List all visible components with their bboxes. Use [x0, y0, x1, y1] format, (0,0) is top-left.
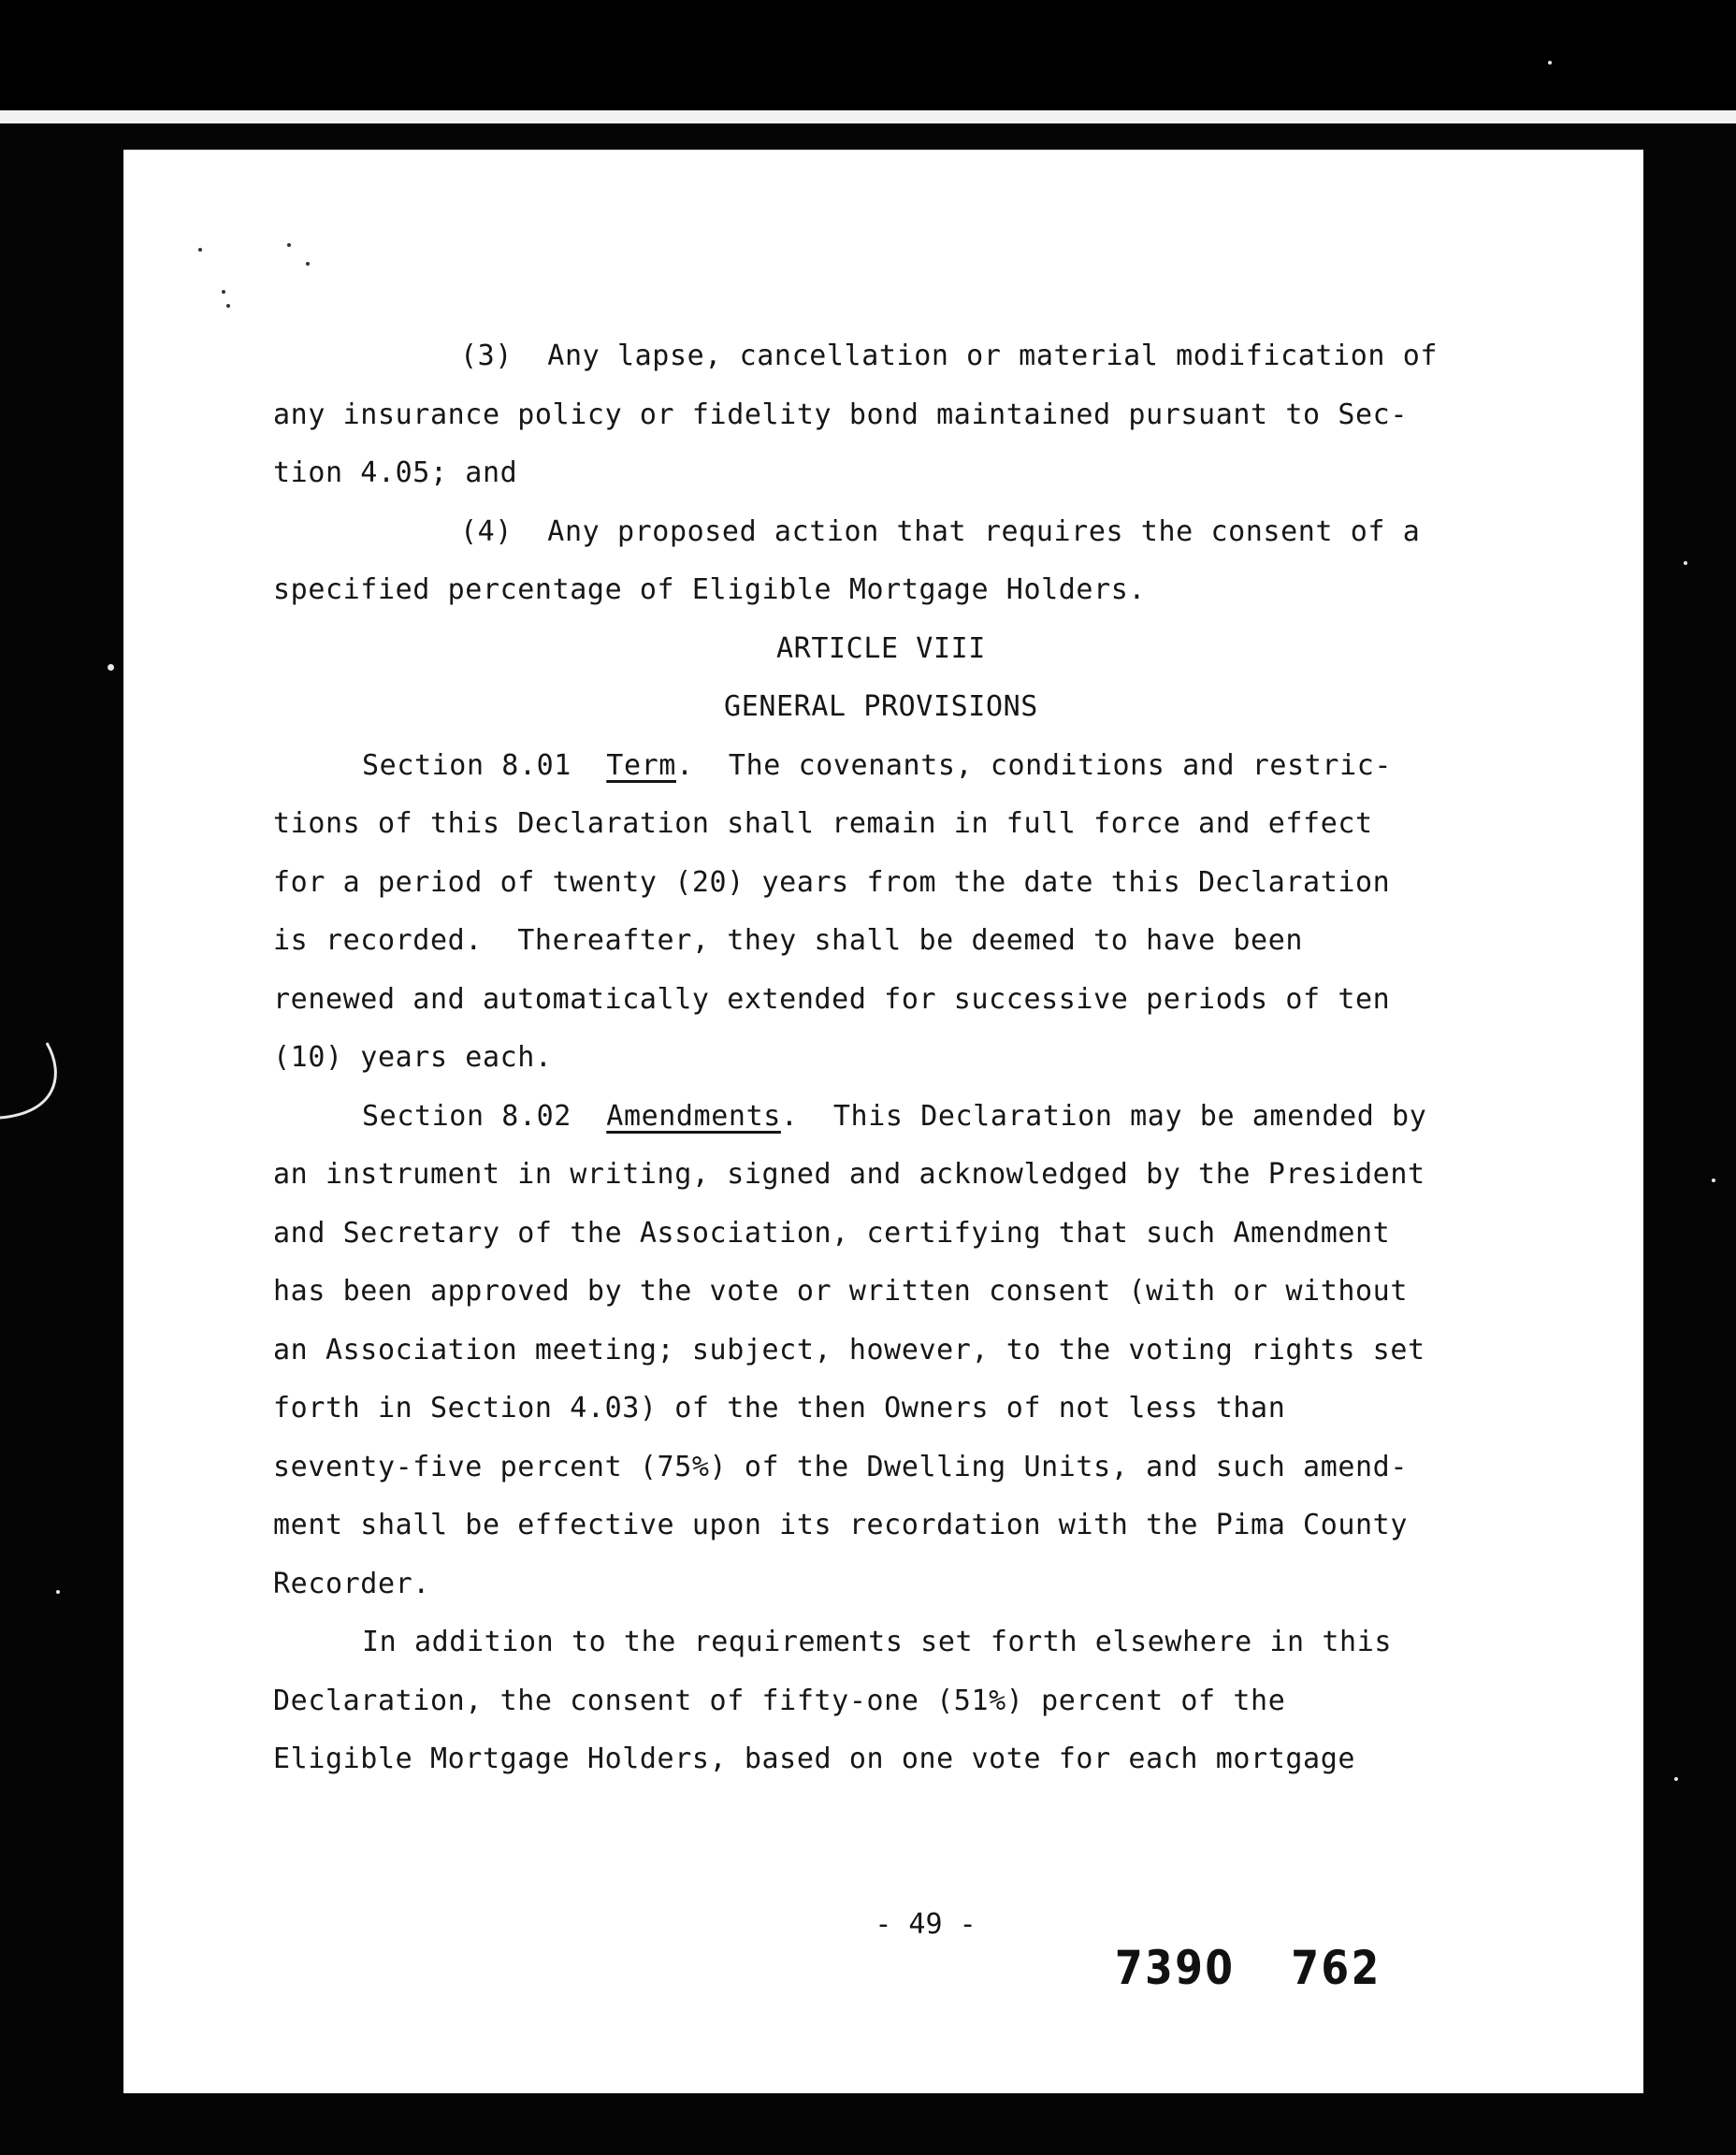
section-8-01-first-line	[273, 737, 1489, 796]
scan-mark	[226, 304, 230, 308]
section-text: . The covenants, conditions and restric-	[675, 748, 1393, 782]
recording-stamp: 7390 762	[1115, 1941, 1382, 1995]
text-line: Eligible Mortgage Holders, based on one vote for each mortgage	[273, 1743, 1356, 1775]
page-number: - 49 -	[875, 1908, 976, 1941]
text-line: Declaration, the consent of fifty-one (51%) percent of the	[273, 1684, 1286, 1717]
text-line: ment shall be effective upon its recordation with the Pima County	[273, 1509, 1408, 1541]
section-8-02-first-line	[273, 1088, 1489, 1147]
document-page	[123, 150, 1643, 2093]
text-line: an instrument in writing, signed and acknowledged by the President	[273, 1158, 1425, 1191]
text-line: (10) years each.	[273, 1041, 553, 1074]
text-line: (3) Any lapse, cancellation or material modification of	[460, 340, 1439, 372]
scan-speck	[1548, 61, 1552, 65]
text-line: any insurance policy or fidelity bond maintained pursuant to Sec-	[273, 398, 1408, 431]
paragraph-first-line: In addition to the requirements set forth elsewhere in this	[362, 1626, 1393, 1658]
scan-mark	[287, 243, 291, 247]
section-text: . This Declaration may be amended by	[780, 1099, 1427, 1133]
scan-edge-curve	[0, 1038, 65, 1122]
scan-mark	[222, 290, 225, 294]
scan-top-border	[0, 0, 1736, 112]
text-line: renewed and automatically extended for successive periods of ten	[273, 982, 1391, 1016]
text-line: (4) Any proposed action that requires the consent of a	[460, 514, 1421, 548]
scan-speck	[56, 1590, 60, 1594]
section-heading: Amendments	[606, 1099, 781, 1133]
scan-speck	[108, 664, 114, 671]
article-title: GENERAL PROVISIONS	[724, 690, 1038, 723]
text-line: Recorder.	[273, 1567, 430, 1600]
scan-speck	[1684, 561, 1687, 565]
text-line: tions of this Declaration shall remain in full force and effect	[273, 807, 1373, 840]
text-line: an Association meeting; subject, however, to the voting rights set	[273, 1333, 1425, 1367]
section-heading: Term	[606, 748, 676, 782]
text-line: seventy-five percent (75%) of the Dwelling Units, and such amend-	[273, 1450, 1408, 1483]
scan-mark	[306, 262, 310, 266]
text-line: and Secretary of the Association, certifying that such Amendment	[273, 1216, 1391, 1250]
scan-top-rule	[0, 110, 1736, 123]
article-heading: ARTICLE VIII	[776, 631, 986, 665]
scan-speck	[1712, 1179, 1715, 1182]
scan-mark	[198, 248, 202, 252]
section-number: Section 8.02	[362, 1099, 571, 1133]
text-line: specified percentage of Eligible Mortgage Holders.	[273, 573, 1147, 606]
text-line: has been approved by the vote or written consent (with or without	[273, 1275, 1408, 1308]
text-line: forth in Section 4.03) of the then Owners of not less than	[273, 1392, 1286, 1425]
section-number: Section 8.01	[362, 748, 571, 782]
text-line: is recorded. Thereafter, they shall be deemed to have been	[273, 924, 1304, 957]
text-line: tion 4.05; and	[273, 456, 518, 489]
text-line: for a period of twenty (20) years from the date this Declaration	[273, 865, 1391, 899]
scan-speck	[1674, 1777, 1678, 1781]
document-body	[273, 327, 1489, 1789]
